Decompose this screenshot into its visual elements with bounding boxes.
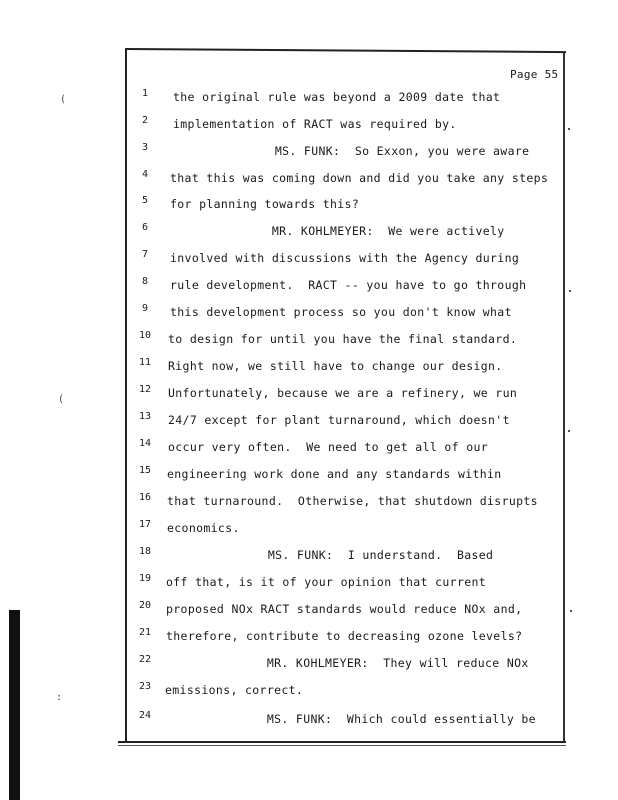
transcript-line: MS. FUNK: I understand. Based bbox=[166, 548, 494, 562]
line-number: 7 bbox=[141, 249, 149, 260]
transcript-line: MR. KOHLMEYER: We were actively bbox=[170, 224, 505, 238]
line-number: 9 bbox=[141, 303, 149, 314]
transcript-line: for planning towards this? bbox=[170, 197, 360, 211]
page-border-left bbox=[125, 48, 127, 743]
transcript-line: engineering work done and any standards within bbox=[167, 467, 502, 481]
transcript-line: rule development. RACT -- you have to go through bbox=[170, 278, 527, 292]
line-number: 10 bbox=[138, 330, 152, 341]
transcript-line: off that, is it of your opinion that current bbox=[166, 575, 487, 589]
line-number: 18 bbox=[138, 546, 152, 557]
transcript-line: MR. KOHLMEYER: They will reduce NOx bbox=[165, 656, 529, 670]
transcript-line: MS. FUNK: So Exxon, you were aware bbox=[173, 144, 530, 158]
line-number: 23 bbox=[138, 681, 152, 692]
page-number: Page 55 bbox=[510, 68, 559, 81]
transcript-line: therefore, contribute to decreasing ozone levels? bbox=[166, 629, 523, 643]
transcript-line: to design for until you have the final standard. bbox=[168, 332, 518, 346]
line-number: 12 bbox=[138, 384, 152, 395]
hole-punch-mark-middle: ( bbox=[58, 394, 65, 405]
page-border-bottom-inner bbox=[118, 745, 566, 746]
transcript-line: that turnaround. Otherwise, that shutdown disrupts bbox=[167, 494, 538, 508]
line-number: 19 bbox=[138, 573, 152, 584]
line-number: 15 bbox=[138, 465, 152, 476]
line-number: 20 bbox=[138, 600, 152, 611]
transcript-line: Unfortunately, because we are a refinery, we run bbox=[168, 386, 518, 400]
transcript-line: this development process so you don't know what bbox=[170, 305, 512, 319]
line-number: 6 bbox=[141, 222, 149, 233]
transcript-line: occur very often. We need to get all of our bbox=[168, 440, 489, 454]
scan-speck bbox=[569, 290, 571, 292]
line-number: 1 bbox=[141, 88, 149, 99]
hole-punch-mark-bottom: : bbox=[56, 692, 63, 703]
page-border-bottom bbox=[118, 741, 566, 743]
line-number: 21 bbox=[138, 627, 152, 638]
transcript-line: MS. FUNK: Which could essentially be bbox=[165, 712, 536, 726]
line-number: 3 bbox=[141, 142, 149, 153]
scan-speck bbox=[570, 610, 572, 612]
transcript-line: the original rule was beyond a 2009 date that bbox=[173, 90, 501, 104]
transcript-line: proposed NOx RACT standards would reduce NOx and, bbox=[166, 602, 523, 616]
line-number: 17 bbox=[138, 519, 152, 530]
line-number: 11 bbox=[138, 357, 152, 368]
transcript-line: 24/7 except for plant turnaround, which doesn't bbox=[168, 413, 510, 427]
line-number: 22 bbox=[138, 654, 152, 665]
line-number: 8 bbox=[141, 276, 149, 287]
transcript-line: involved with discussions with the Agency during bbox=[170, 251, 520, 265]
line-number: 5 bbox=[141, 195, 149, 206]
scan-edge-bar bbox=[9, 610, 20, 800]
scan-speck bbox=[568, 430, 570, 432]
hole-punch-mark-top: ( bbox=[60, 94, 67, 105]
page-border-right bbox=[563, 52, 565, 742]
page-border-top bbox=[126, 48, 566, 53]
transcript-line: implementation of RACT was required by. bbox=[173, 117, 457, 131]
line-number: 16 bbox=[138, 492, 152, 503]
transcript-line: Right now, we still have to change our design. bbox=[168, 359, 503, 373]
line-number: 13 bbox=[138, 411, 152, 422]
transcript-line: economics. bbox=[167, 521, 240, 535]
line-number: 2 bbox=[141, 115, 149, 126]
transcript-line: emissions, correct. bbox=[165, 683, 304, 697]
line-number: 14 bbox=[138, 438, 152, 449]
scan-speck bbox=[568, 128, 570, 130]
transcript-line: that this was coming down and did you take any steps bbox=[170, 171, 549, 185]
line-number: 24 bbox=[138, 710, 152, 721]
line-number: 4 bbox=[141, 169, 149, 180]
